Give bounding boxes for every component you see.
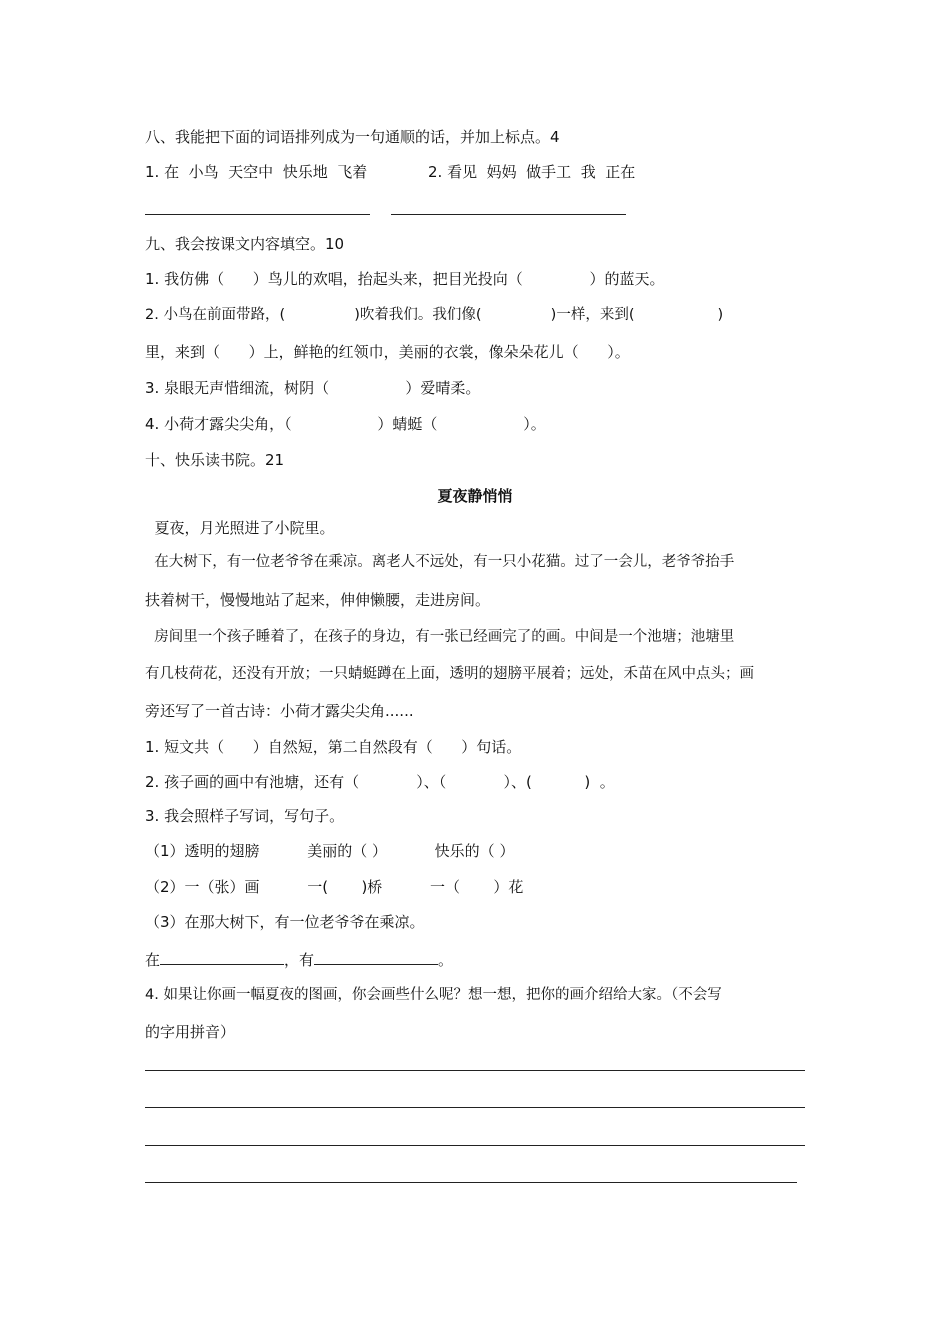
q3-answer-middle: ，有 [284,951,315,969]
s10-question-3: 3. 我会照样子写词，写句子。 [145,807,345,825]
passage-para-1: 夏夜，月光照进了小院里。 [145,519,335,537]
s10-question-3-3: （3）在那大树下，有一位老爷爷在乘凉。 [145,913,425,931]
s9-line-2: 2. 小鸟在前面带路，( )吹着我们。我们像( )一样，来到( ) [145,307,724,323]
s8-question-1: 1. 在 小鸟 天空中 快乐地 飞着 [145,163,368,181]
s10-question-2: 2. 孩子画的画中有池塘，还有（ ）、（ ）、( ) 。 [145,773,615,791]
s10-question-4: 4. 如果让你画一幅夏夜的图画，你会画些什么呢？想一想，把你的画介绍给大家。（不会写 [145,987,722,1003]
passage-title: 夏夜静悄悄 [437,487,513,505]
passage-para-2a: 在大树下，有一位老爷爷在乘凉。离老人不远处，有一只小花猫。过了一会儿，老爷爷抬手 [145,554,735,570]
passage-para-3c: 旁还写了一首古诗：小荷才露尖尖角...... [145,702,414,720]
s9-line-1: 1. 我仿佛（ ）鸟儿的欢唱，抬起头来，把目光投向（ ）的蓝天。 [145,270,665,288]
section-9-heading: 九、我会按课文内容填空。10 [145,235,345,253]
passage-para-2b: 扶着树干，慢慢地站了起来，伸伸懒腰，走进房间。 [145,591,491,609]
q3-blank-2[interactable] [314,948,438,965]
q3-blank-1[interactable] [160,948,284,965]
writing-line-2[interactable] [145,1107,805,1108]
s8-answer-line-2[interactable] [391,214,626,215]
s10-question-3-answer [145,948,453,970]
s10-question-3-2: （2）一（张）画 一( )桥 一（ ）花 [145,878,524,896]
s9-line-5: 4. 小荷才露尖尖角，（ ）蜻蜓（ ）。 [145,415,546,433]
passage-para-3b: 有几枝荷花，还没有开放；一只蜻蜓蹲在上面，透明的翅膀平展着；远处，禾苗在风中点头；画 [145,666,754,682]
writing-line-4[interactable] [145,1182,797,1183]
section-10-heading: 十、快乐读书院。21 [145,451,285,469]
s10-question-3-1: （1）透明的翅膀 美丽的（ ） 快乐的（ ） [145,842,515,860]
passage-para-3a: 房间里一个孩子睡着了，在孩子的身边，有一张已经画完了的画。中间是一个池塘；池塘里 [145,629,735,645]
s10-question-1: 1. 短文共（ ）自然短，第二自然段有（ ）句话。 [145,738,522,756]
s8-question-2: 2. 看见 妈妈 做手工 我 正在 [428,163,636,181]
s9-line-3: 里，来到（ ）上，鲜艳的红领巾，美丽的衣裳，像朵朵花儿（ ）。 [145,343,630,361]
s8-answer-line-1[interactable] [145,214,370,215]
s9-line-4: 3. 泉眼无声惜细流，树阴（ ）爱晴柔。 [145,379,481,397]
writing-line-1[interactable] [145,1070,805,1071]
q3-answer-prefix: 在 [145,951,161,969]
s10-question-4-cont: 的字用拼音） [145,1023,236,1041]
section-8-heading: 八、我能把下面的词语排列成为一句通顺的话，并加上标点。4 [145,128,560,146]
q3-answer-end: 。 [438,951,454,969]
writing-line-3[interactable] [145,1145,805,1146]
